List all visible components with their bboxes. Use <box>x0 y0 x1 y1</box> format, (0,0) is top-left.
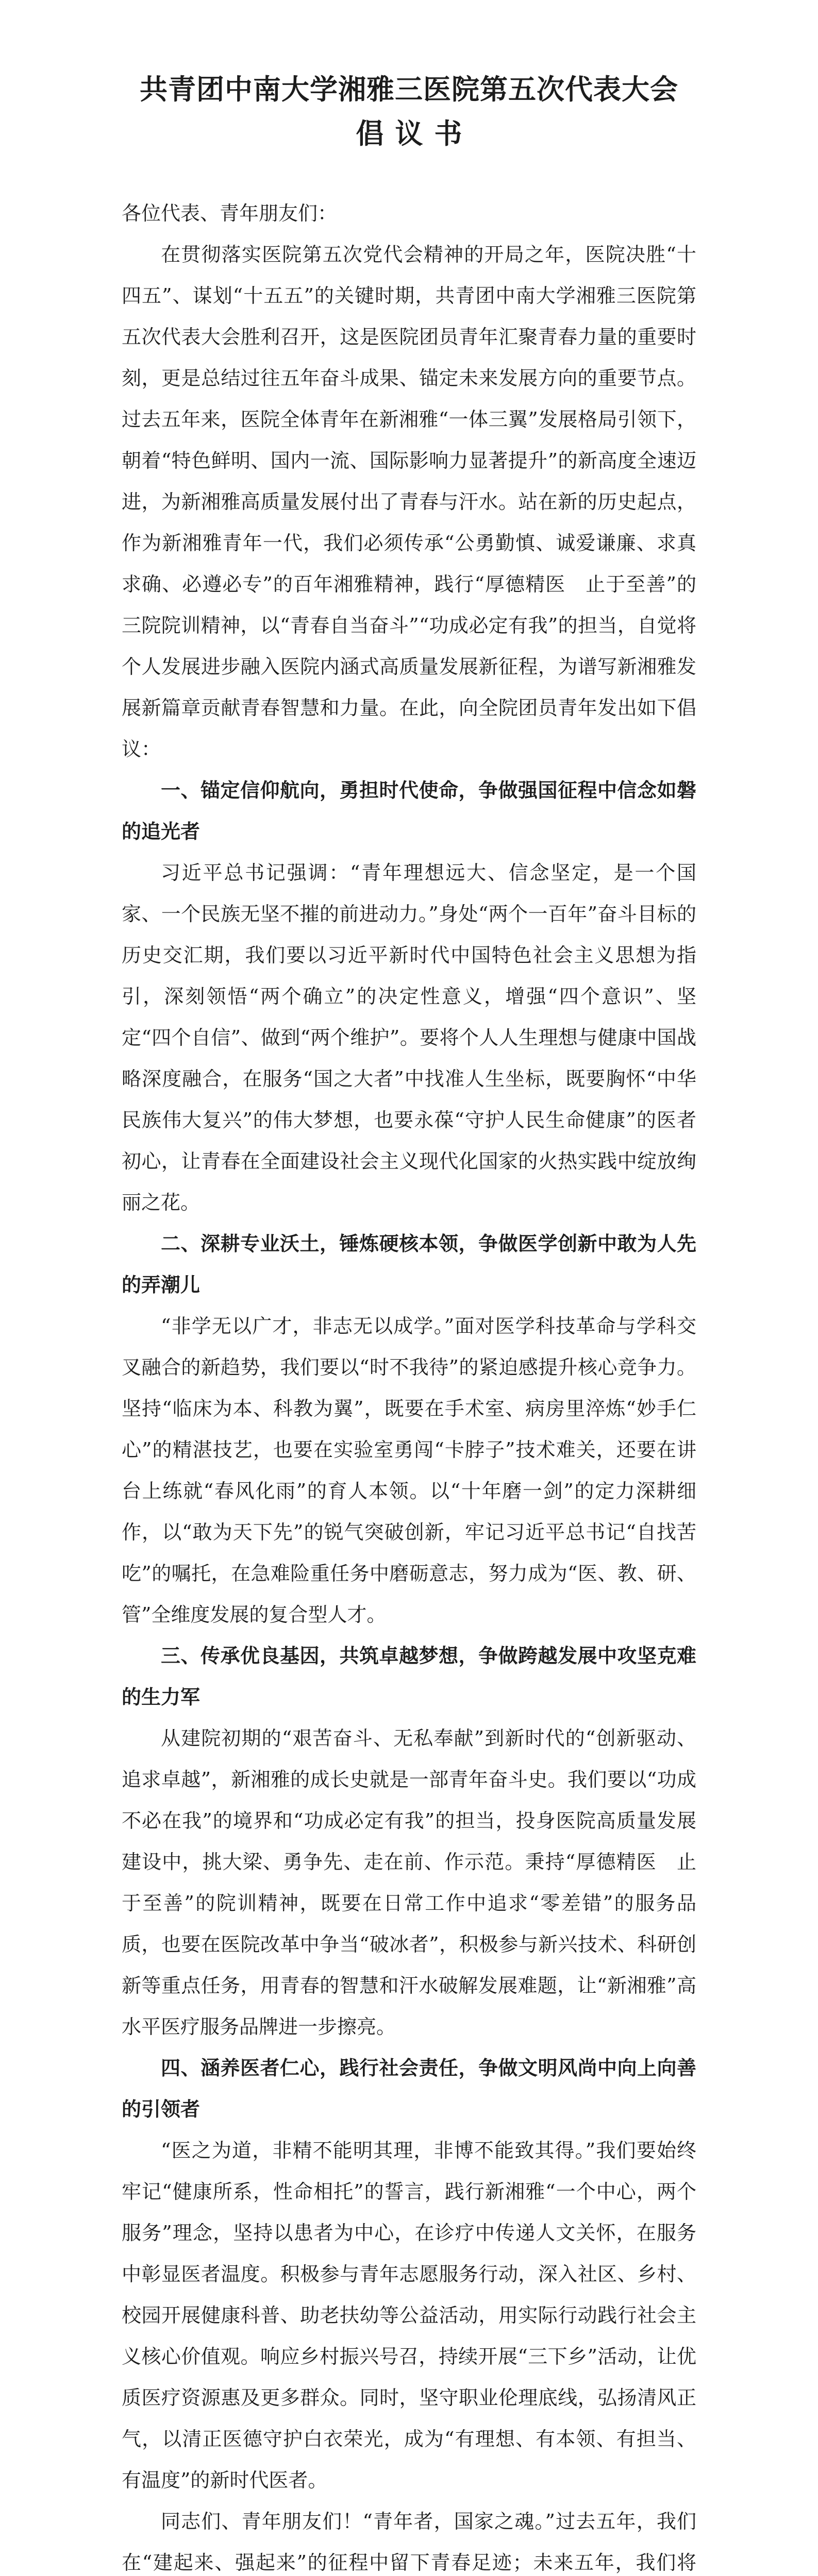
section-heading-4: 四、涵养医者仁心，践行社会责任，争做文明风尚中向上向善的引领者 <box>122 2057 696 2121</box>
section-body-2: “非学无以广才，非志无以成学。”面对医学科技革命与学科交叉融合的新趋势，我们要以“时不我待”的紧迫感提升核心竞争力。坚持“临床为本、科教为翼”，既要在手术室、病房里淬炼“妙手仁心”的精湛技艺，也要在实验室勇闯“卡脖子”技术难关，还要在讲台上练就“春风化雨”的育人本领。以“十年磨一剑”的定力深耕细作，以“敢为天下先”的锐气突破创新，牢记习近平总书记“自找苦吃”的嘱托，在急难险重任务中磨砺意志，努力成为“医、教、研、管”全维度发展的复合型人才。 <box>122 1315 696 1626</box>
section-body-1: 习近平总书记强调：“青年理想远大、信念坚定，是一个国家、一个民族无坚不摧的前进动力。”身处“两个一百年”奋斗目标的历史交汇期，我们要以习近平新时代中国特色社会主义思想为指引，深刻领悟“两个确立”的决定性意义，增强“四个意识”、坚定“四个自信”、做到“两个维护”。要将个人人生理想与健康中国战略深度融合，在服务“国之大者”中找准人生坐标，既要胸怀“中华民族伟大复兴”的伟大梦想，也要永葆“守护人民生命健康”的医者初心，让青春在全面建设社会主义现代化国家的火热实践中绽放绚丽之花。 <box>122 861 696 1214</box>
section-heading-3: 三、传承优良基因，共筑卓越梦想，争做跨越发展中攻坚克难的生力军 <box>122 1645 696 1708</box>
section-heading-2: 二、深耕专业沃土，锤炼硬核本领，争做医学创新中敢为人先的弄潮儿 <box>122 1232 696 1296</box>
section-heading-1: 一、锚定信仰航向，勇担时代使命，争做强国征程中信念如磐的追光者 <box>122 779 696 843</box>
closing-paragraph: 同志们、青年朋友们！“青年者，国家之魂。”过去五年，我们在“建起来、强起来”的征程中留下青春足迹；未来五年，我们将 <box>122 2510 696 2574</box>
section-body-3: 从建院初期的“艰苦奋斗、无私奉献”到新时代的“创新驱动、追求卓越”，新湘雅的成长史就是一部青年奋斗史。我们要以“功成不必在我”的境界和“功成必定有我”的担当，投身医院高质量发展建设中，挑大梁、勇争先、走在前、作示范。秉持“厚德精医 止于至善”的院训精神，既要在日常工作中追求“零差错”的服务品质，也要在医院改革中争当“破冰者”，积极参与新兴技术、科研创新等重点任务，用青春的智慧和汗水破解发展难题，让“新湘雅”高水平医疗服务品牌进一步擦亮。 <box>122 1727 696 2038</box>
intro-paragraph: 在贯彻落实医院第五次党代会精神的开局之年，医院决胜“十四五”、谋划“十五五”的关键时期，共青团中南大学湘雅三医院第五次代表大会胜利召开，这是医院团员青年汇聚青春力量的重要时刻，更是总结过往五年奋斗成果、锚定未来发展方向的重要节点。过去五年来，医院全体青年在新湘雅“一体三翼”发展格局引领下，朝着“特色鲜明、国内一流、国际影响力显著提升”的新高度全速迈进，为新湘雅高质量发展付出了青春与汗水。站在新的历史起点，作为新湘雅青年一代，我们必须传承“公勇勤慎、诚爱谦廉、求真求确、必遵必专”的百年湘雅精神，践行“厚德精医 止于至善”的三院院训精神，以“青春自当奋斗”“功成必定有我”的担当，自觉将个人发展进步融入医院内涵式高质量发展新征程，为谱写新湘雅发展新篇章贡献青春智慧和力量。在此，向全院团员青年发出如下倡议： <box>122 243 696 760</box>
salutation: 各位代表、青年朋友们： <box>122 202 338 225</box>
document-body <box>122 193 696 2576</box>
section-body-4: “医之为道，非精不能明其理，非博不能致其得。”我们要始终牢记“健康所系，性命相托”的誓言，践行新湘雅“一个中心，两个服务”理念，坚持以患者为中心，在诊疗中传递人文关怀，在服务中彰显医者温度。积极参与青年志愿服务行动，深入社区、乡村、校园开展健康科普、助老扶幼等公益活动，用实际行动践行社会主义核心价值观。响应乡村振兴号召，持续开展“三下乡”活动，让优质医疗资源惠及更多群众。同时，坚守职业伦理底线，弘扬清风正气，以清正医德守护白衣荣光，成为“有理想、有本领、有担当、有温度”的新时代医者。 <box>122 2139 696 2492</box>
document-subtitle: 倡议书 <box>356 117 474 150</box>
document-title: 共青团中南大学湘雅三医院第五次代表大会 <box>140 73 678 106</box>
